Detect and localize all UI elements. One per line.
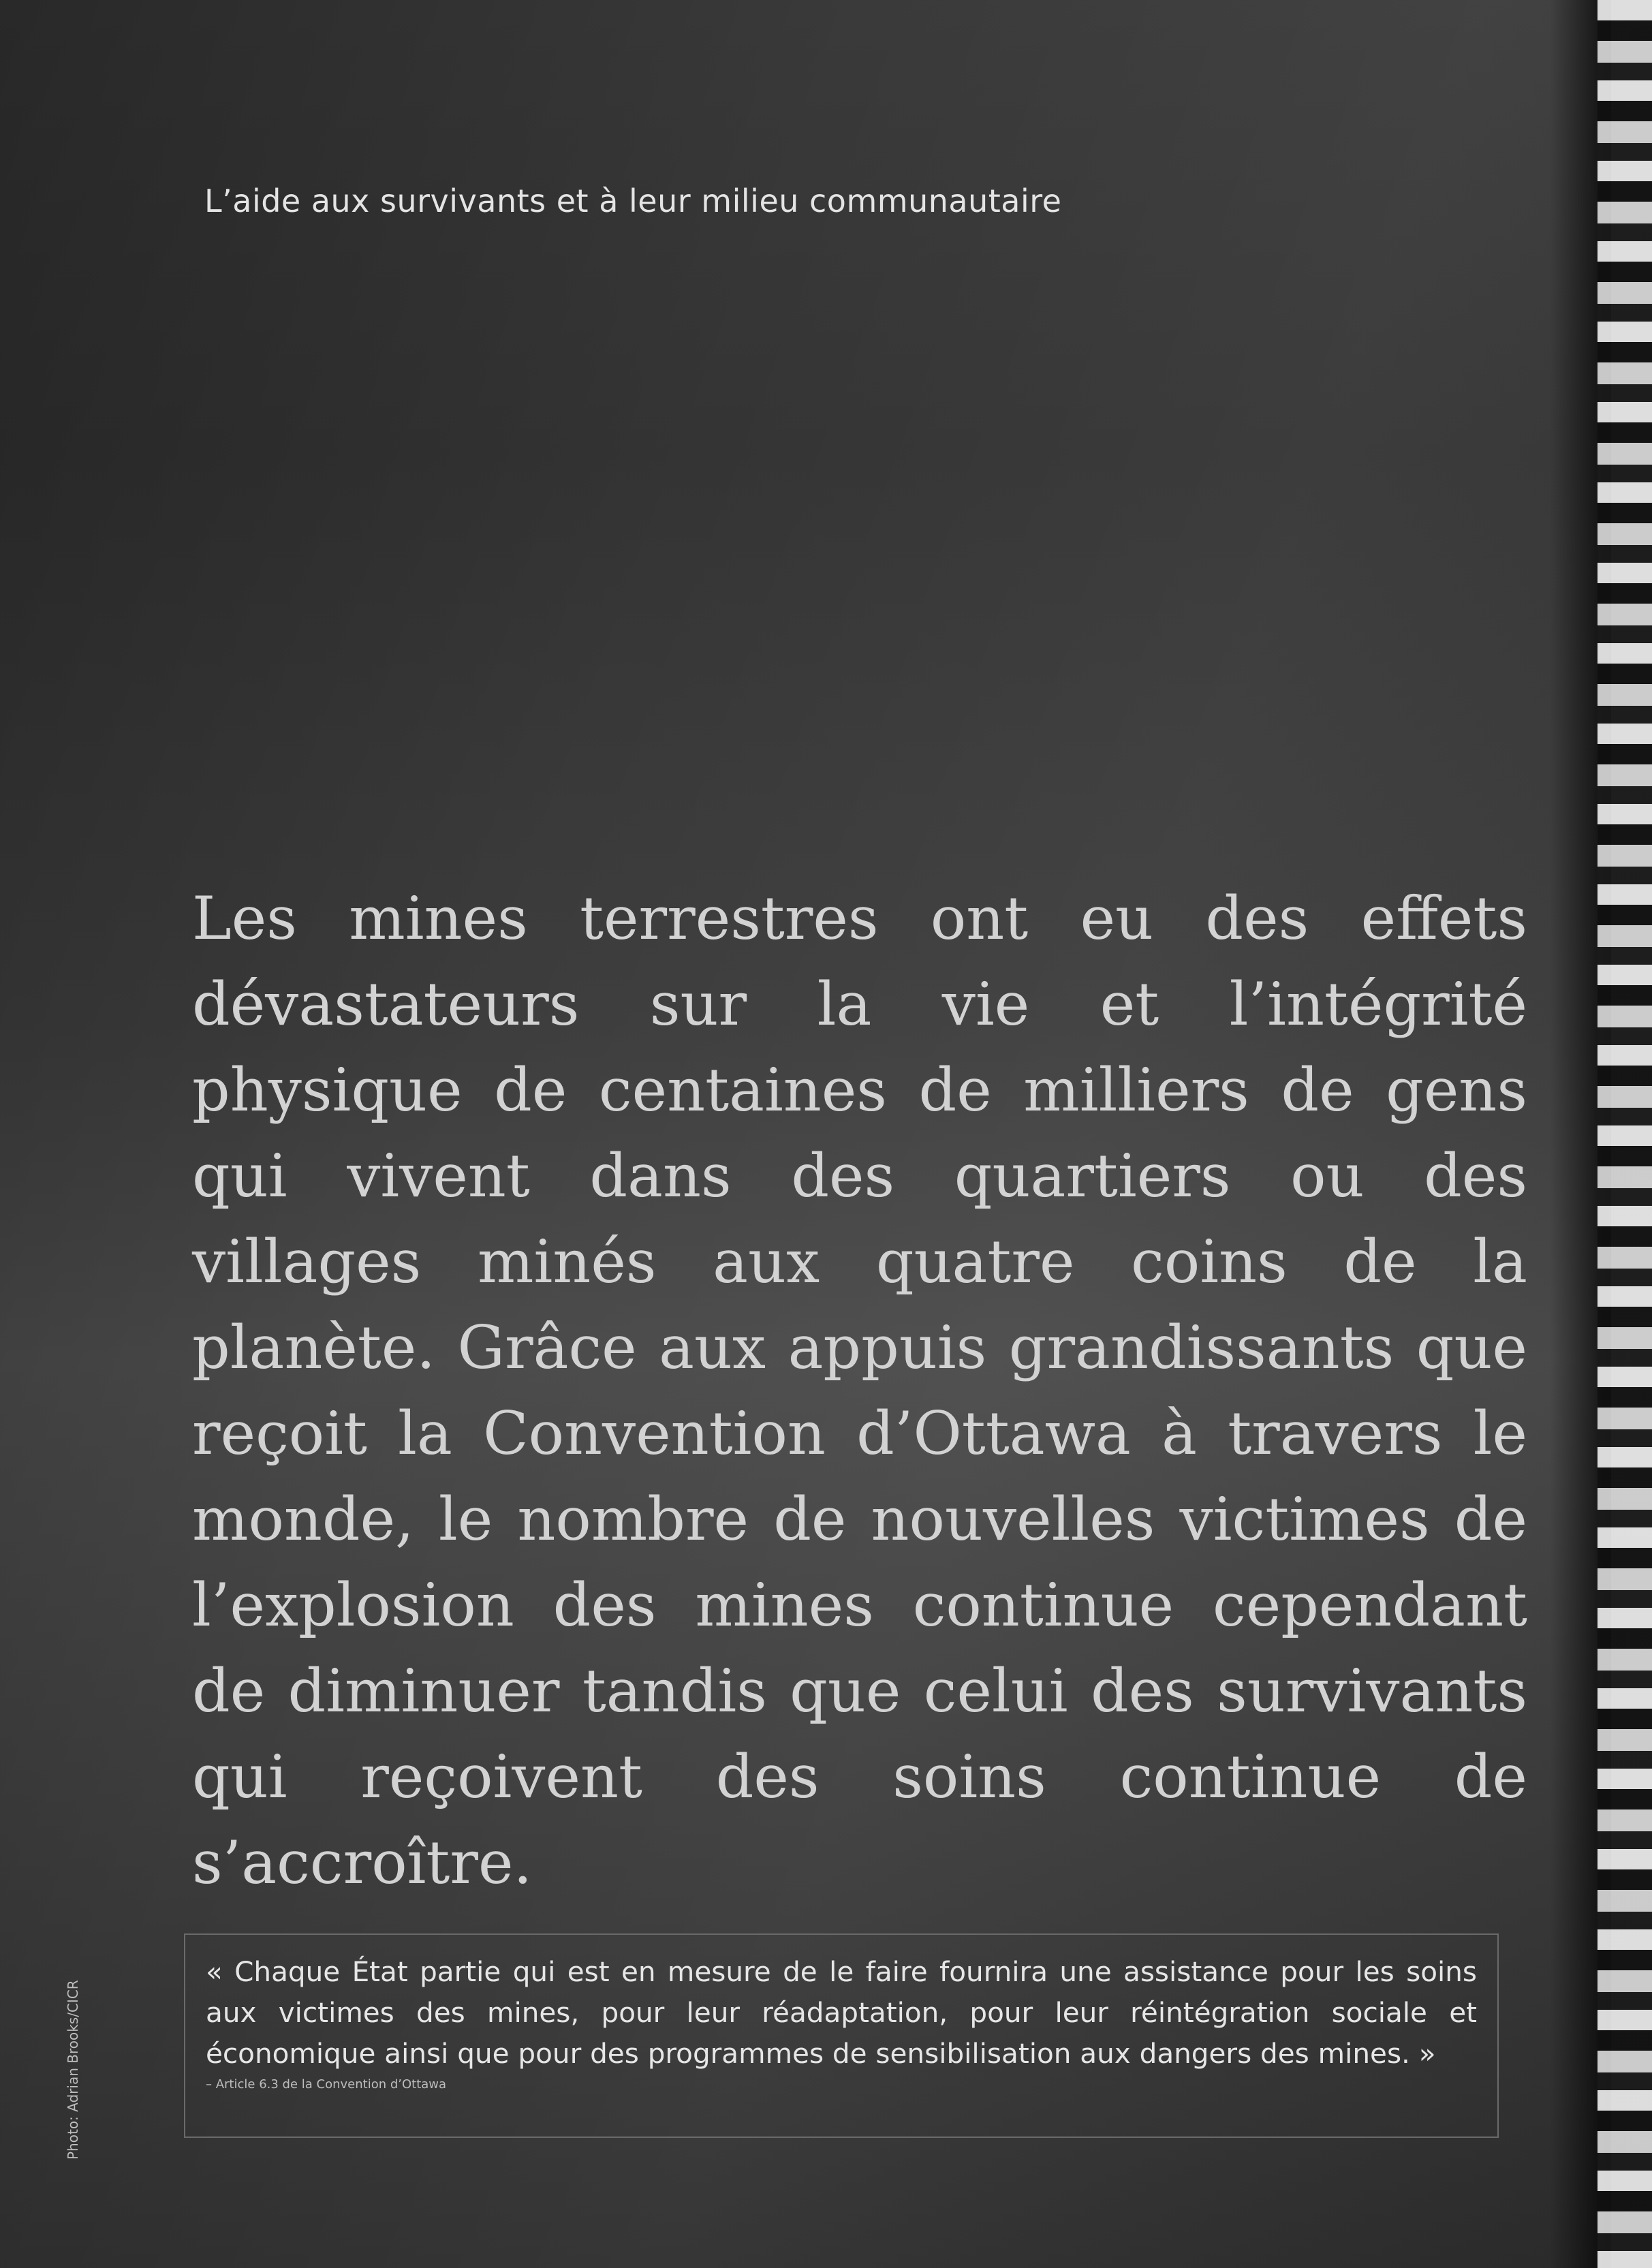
page-spine-edge bbox=[1598, 0, 1652, 2268]
section-header: L’aide aux survivants et à leur milieu communautaire bbox=[204, 183, 1062, 219]
quote-text: « Chaque État partie qui est en mesure de le faire fournira une assistance pour les soins aux victimes des mines, pour leur réadaptation, pour leur réintégration sociale et économique ainsi que pour des programmes de sensibilisation aux dangers des mines. » bbox=[206, 1955, 1477, 2070]
quote-box bbox=[184, 1933, 1499, 2138]
photo-credit: Photo: Adrian Brooks/CICR bbox=[65, 1980, 81, 2160]
main-paragraph: Les mines terrestres ont eu des effets dévastateurs sur la vie et l’intégrité physique de centaines de milliers de gens qui vivent dans des quartiers ou des villages minés aux quatre coins de la planète. Grâce aux appuis grandissants que reçoit la Convention d’Ottawa à travers le monde, le nombre de nouvelles victimes de l’explosion des mines continue cependant de diminuer tandis que celui des survivants qui reçoivent des soins continue de s’accroître. bbox=[192, 884, 1527, 1897]
quote-source: – Article 6.3 de la Convention d’Ottawa bbox=[206, 2077, 447, 2092]
